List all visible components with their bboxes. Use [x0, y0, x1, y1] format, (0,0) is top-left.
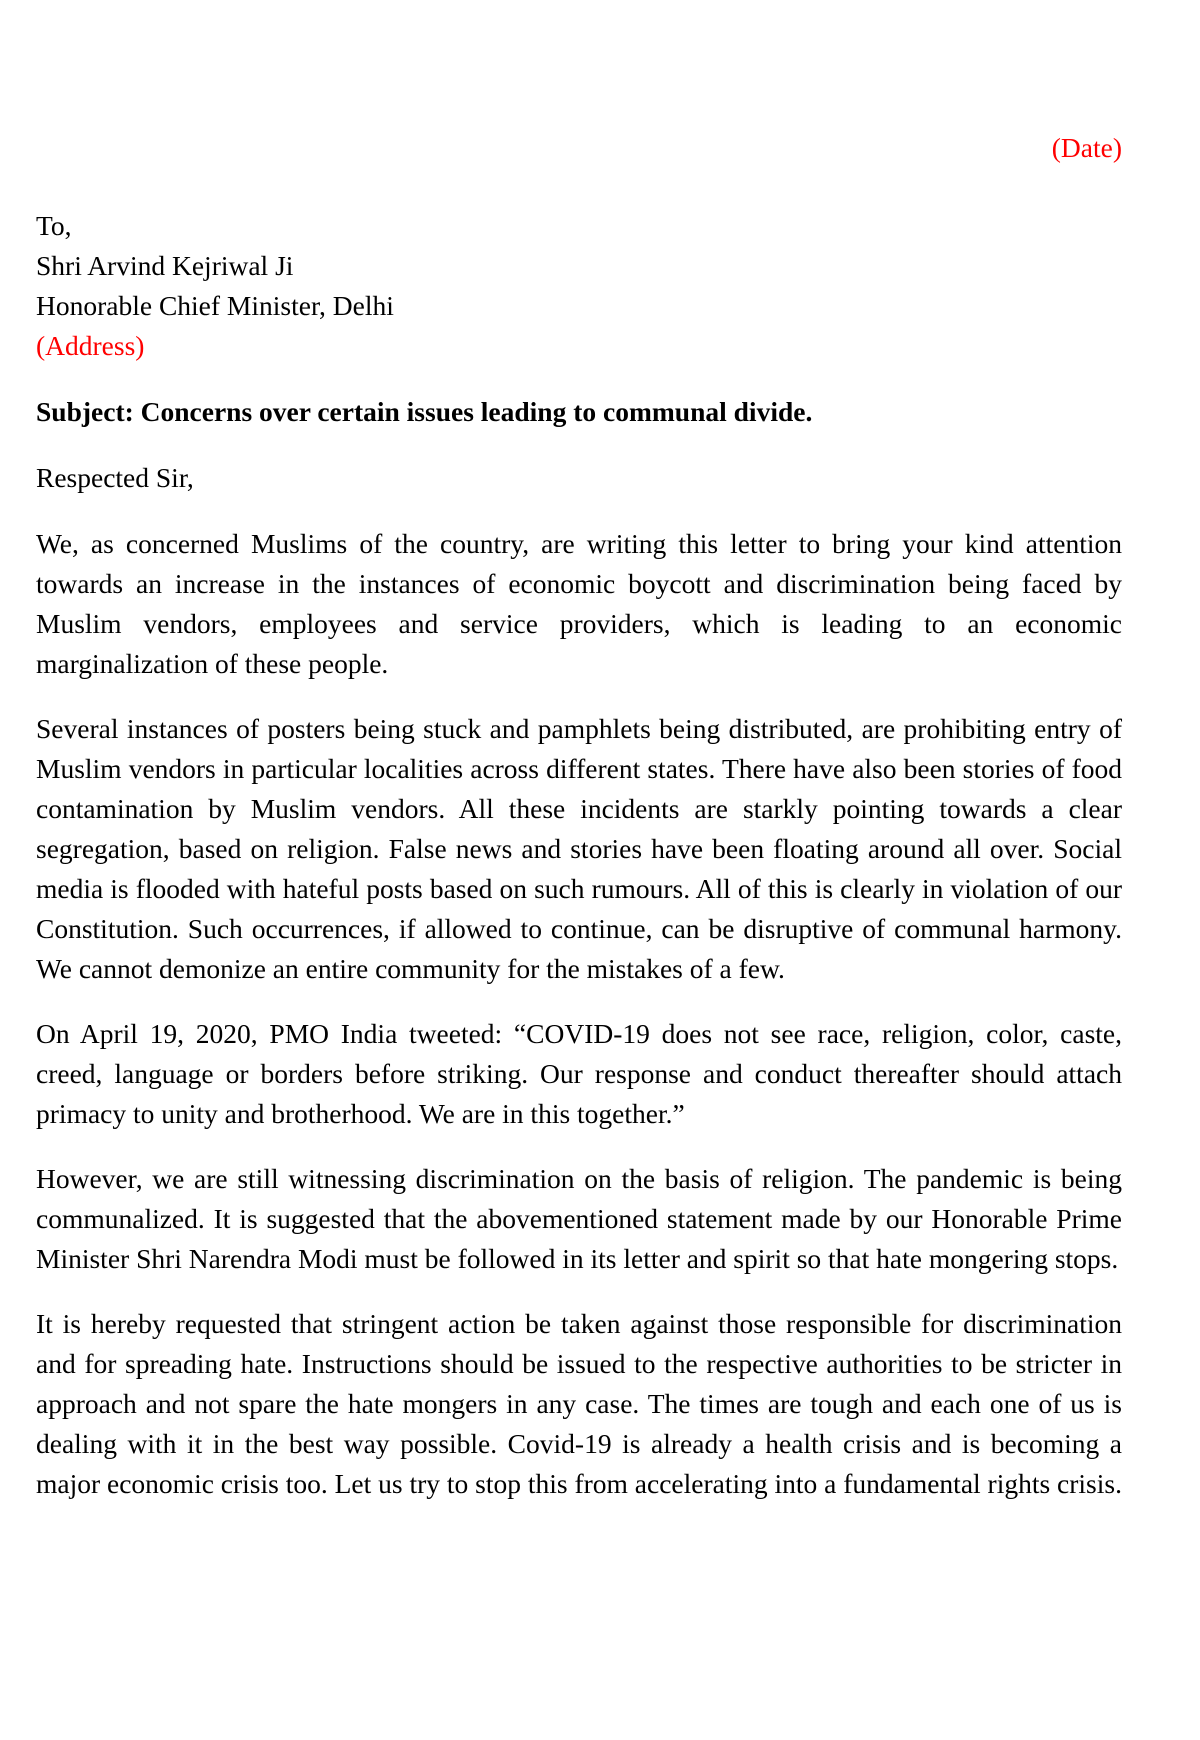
recipient-block	[36, 206, 1122, 366]
salutation: Respected Sir,	[36, 462, 194, 493]
letter-body	[36, 524, 1122, 1504]
body-paragraph: Several instances of posters being stuck and pamphlets being distributed, are prohibiting entry of Muslim vendors in particular localities across different states. There have also been stories of food contamination by Muslim vendors. All these incidents are starkly pointing towards a clear segregation, based on religion. False news and stories have been floating around all over. Social media is flooded with hateful posts based on such rumours. All of this is clearly in violation of our Constitution. Such occurrences, if allowed to continue, can be disruptive of communal harmony. We cannot demonize an entire community for the mistakes of a few.	[36, 713, 1122, 984]
body-paragraph: However, we are still witnessing discrimination on the basis of religion. The pandemic is being communalized. It is suggested that the abovementioned statement made by our Honorable Prime Minister Shri Narendra Modi must be followed in its letter and spirit so that hate mongering stops.	[36, 1163, 1122, 1274]
body-paragraph: It is hereby requested that stringent action be taken against those responsible for discrimination and for spreading hate. Instructions should be issued to the respective authorities to be stricter in approach and not spare the hate mongers in any case. The times are tough and each one of us is dealing with it in the best way possible. Covid-19 is already a health crisis and is becoming a major economic crisis too. Let us try to stop this from accelerating into a fundamental rights crisis.	[36, 1308, 1122, 1499]
date-placeholder: (Date)	[1051, 132, 1122, 163]
recipient-title: Honorable Chief Minister, Delhi	[36, 290, 394, 321]
recipient-name: Shri Arvind Kejriwal Ji	[36, 250, 294, 281]
address-placeholder: (Address)	[36, 330, 145, 361]
recipient-to: To,	[36, 210, 72, 241]
body-paragraph: On April 19, 2020, PMO India tweeted: “COVID-19 does not see race, religion, color, caste, creed, language or borders before striking. Our response and conduct thereafter should attach primacy to unity and brotherhood. We are in this together.”	[36, 1018, 1122, 1129]
subject-line: Subject: Concerns over certain issues leading to communal divide.	[36, 396, 813, 427]
body-paragraph: We, as concerned Muslims of the country, are writing this letter to bring your kind attention towards an increase in the instances of economic boycott and discrimination being faced by Muslim vendors, employees and service providers, which is leading to an economic marginalization of these people.	[36, 528, 1122, 679]
